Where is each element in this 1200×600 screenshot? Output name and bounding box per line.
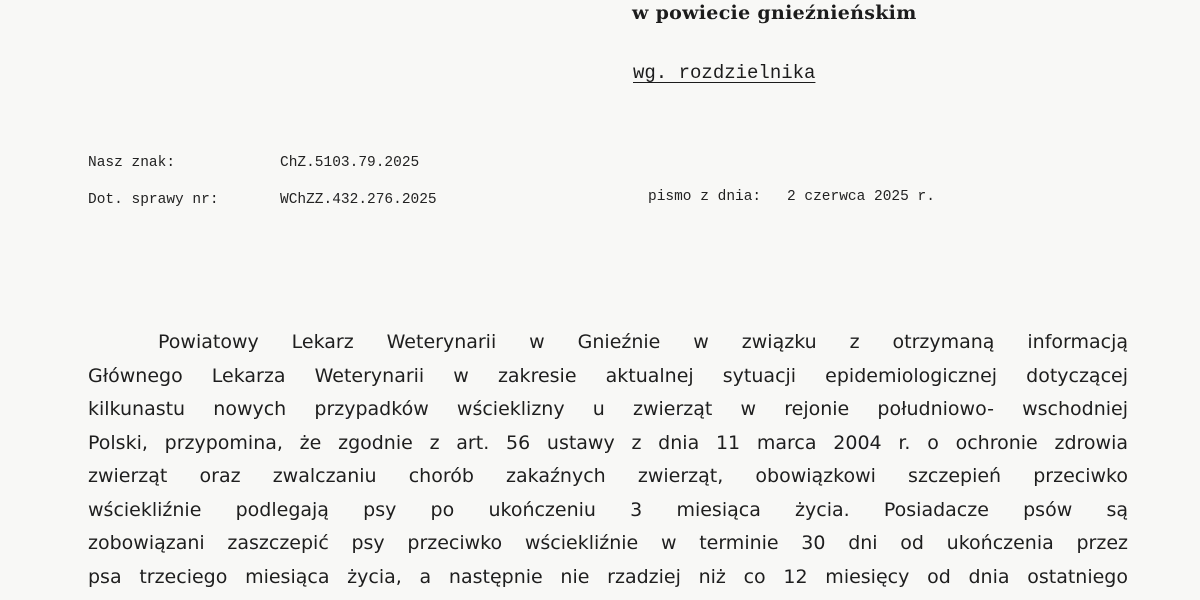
body-line: zobowiązani zaszczepić psy przeciwko wściekliźnie w terminie 30 dni od ukończenia przez bbox=[88, 532, 1128, 554]
body-line: Głównego Lekarza Weterynarii w zakresie aktualnej sytuacji epidemiologicznej dotyczącej bbox=[88, 364, 1128, 387]
body-line: wściekliźnie podlegają psy po ukończeniu 3 miesiąca życia. Posiadacze psów są bbox=[88, 498, 1128, 521]
body-line: zwierząt oraz zwalczaniu chorób zakaźnych zwierząt, obowiązkowi szczepień przeciwko bbox=[88, 465, 1128, 487]
case-number-value: WChZZ.432.276.2025 bbox=[280, 192, 437, 208]
our-reference-label: Nasz znak: bbox=[88, 155, 176, 171]
addressee-line: w powiecie gnieźnieńskim bbox=[632, 2, 917, 24]
distribution-list-label: wg. rozdzielnika bbox=[633, 62, 816, 84]
case-number-label: Dot. sprawy nr: bbox=[88, 192, 219, 208]
our-reference-value: ChZ.5103.79.2025 bbox=[280, 155, 420, 171]
letter-body bbox=[88, 326, 1128, 594]
body-line: Polski, przypomina, że zgodnie z art. 56 ustawy z dnia 11 marca 2004 r. o ochronie zdrowia bbox=[88, 431, 1128, 454]
body-line: psa trzeciego miesiąca życia, a następnie nie rzadziej niż co 12 miesięcy od dnia ostatniego bbox=[88, 565, 1128, 588]
body-line: kilkunastu nowych przypadków wścieklizny u zwierząt w rejonie południowo- wschodniej bbox=[88, 398, 1128, 420]
letter-date-value: 2 czerwca 2025 r. bbox=[787, 189, 935, 205]
letter-date-label: pismo z dnia: bbox=[648, 189, 762, 205]
body-line: Powiatowy Lekarz Weterynarii w Gnieźnie w związku z otrzymaną informacją bbox=[158, 331, 1128, 353]
